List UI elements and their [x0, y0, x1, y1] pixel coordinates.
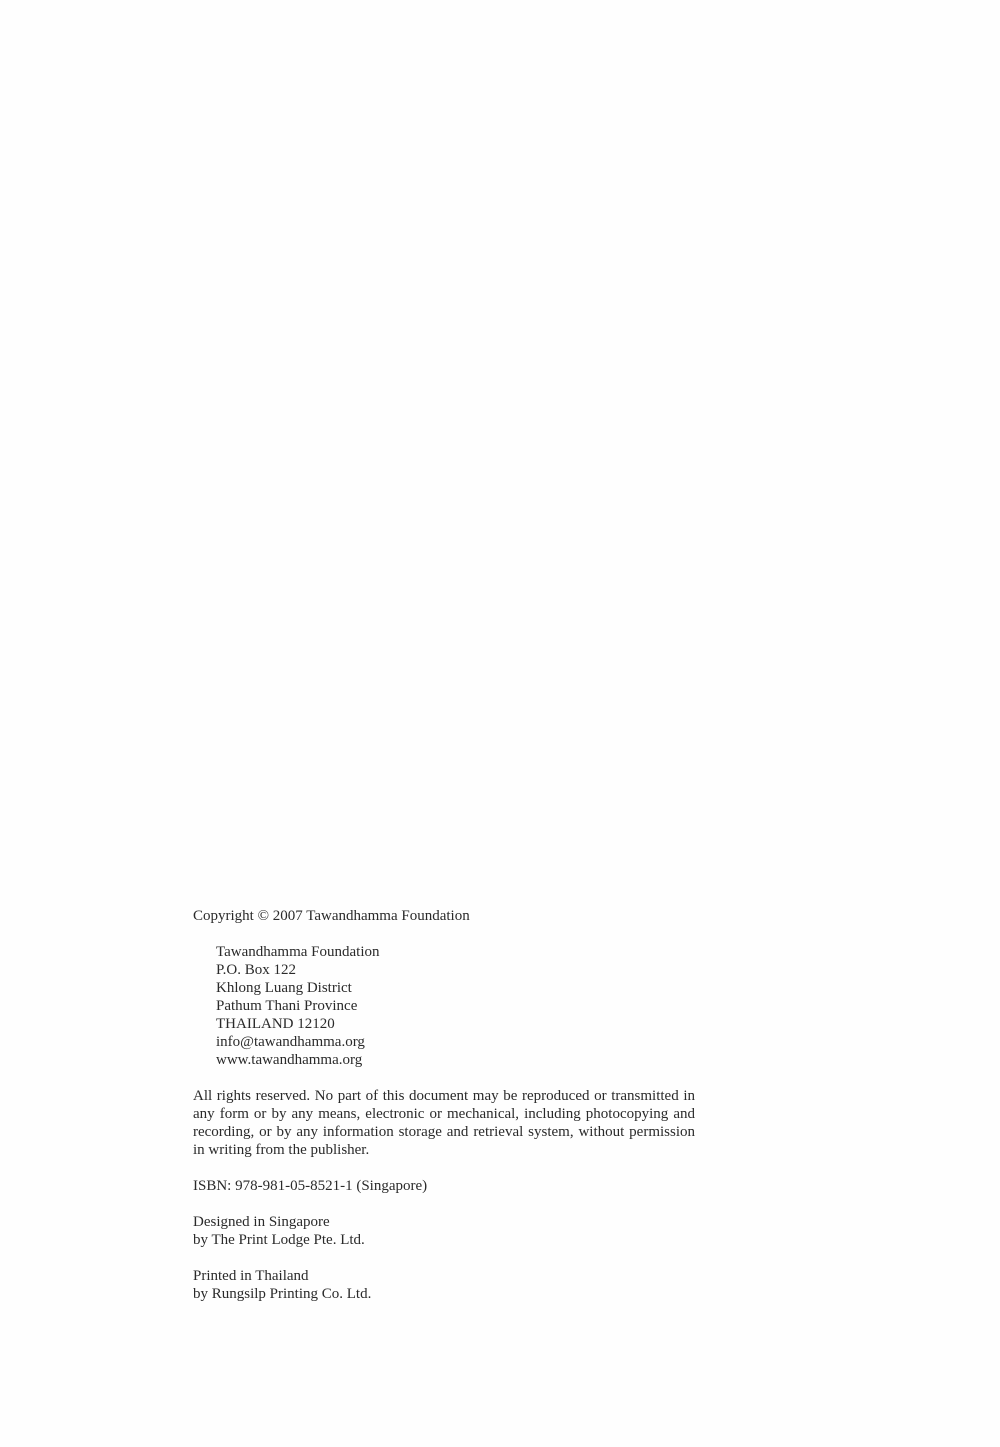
- design-credit-line1: Designed in Singapore: [193, 1214, 330, 1230]
- design-credit-line2: by The Print Lodge Pte. Ltd.: [193, 1232, 365, 1248]
- publisher-name: Tawandhamma Foundation: [216, 944, 380, 960]
- isbn: ISBN: 978-981-05-8521-1 (Singapore): [193, 1178, 428, 1194]
- copyright-notice: Copyright © 2007 Tawandhamma Foundation: [193, 908, 470, 924]
- copyright-page-block: [193, 907, 695, 1303]
- email-address: info@tawandhamma.org: [216, 1034, 365, 1050]
- po-box: P.O. Box 122: [216, 962, 297, 978]
- country-postcode: THAILAND 12120: [216, 1016, 335, 1032]
- district: Khlong Luang District: [216, 980, 352, 996]
- design-credit: [193, 1213, 695, 1249]
- publisher-address: [193, 943, 695, 1069]
- print-credit: [193, 1267, 695, 1303]
- print-credit-line2: by Rungsilp Printing Co. Ltd.: [193, 1286, 372, 1302]
- website-address: www.tawandhamma.org: [216, 1052, 363, 1068]
- province: Pathum Thani Province: [216, 998, 358, 1014]
- rights-statement: All rights reserved. No part of this document may be reproduced or transmitted in any form or by any means, electronic or mechanical, including photocopying and recording, or by any information storage and retrieval system, without permission in writing from the publisher.: [193, 1088, 695, 1158]
- print-credit-line1: Printed in Thailand: [193, 1268, 309, 1284]
